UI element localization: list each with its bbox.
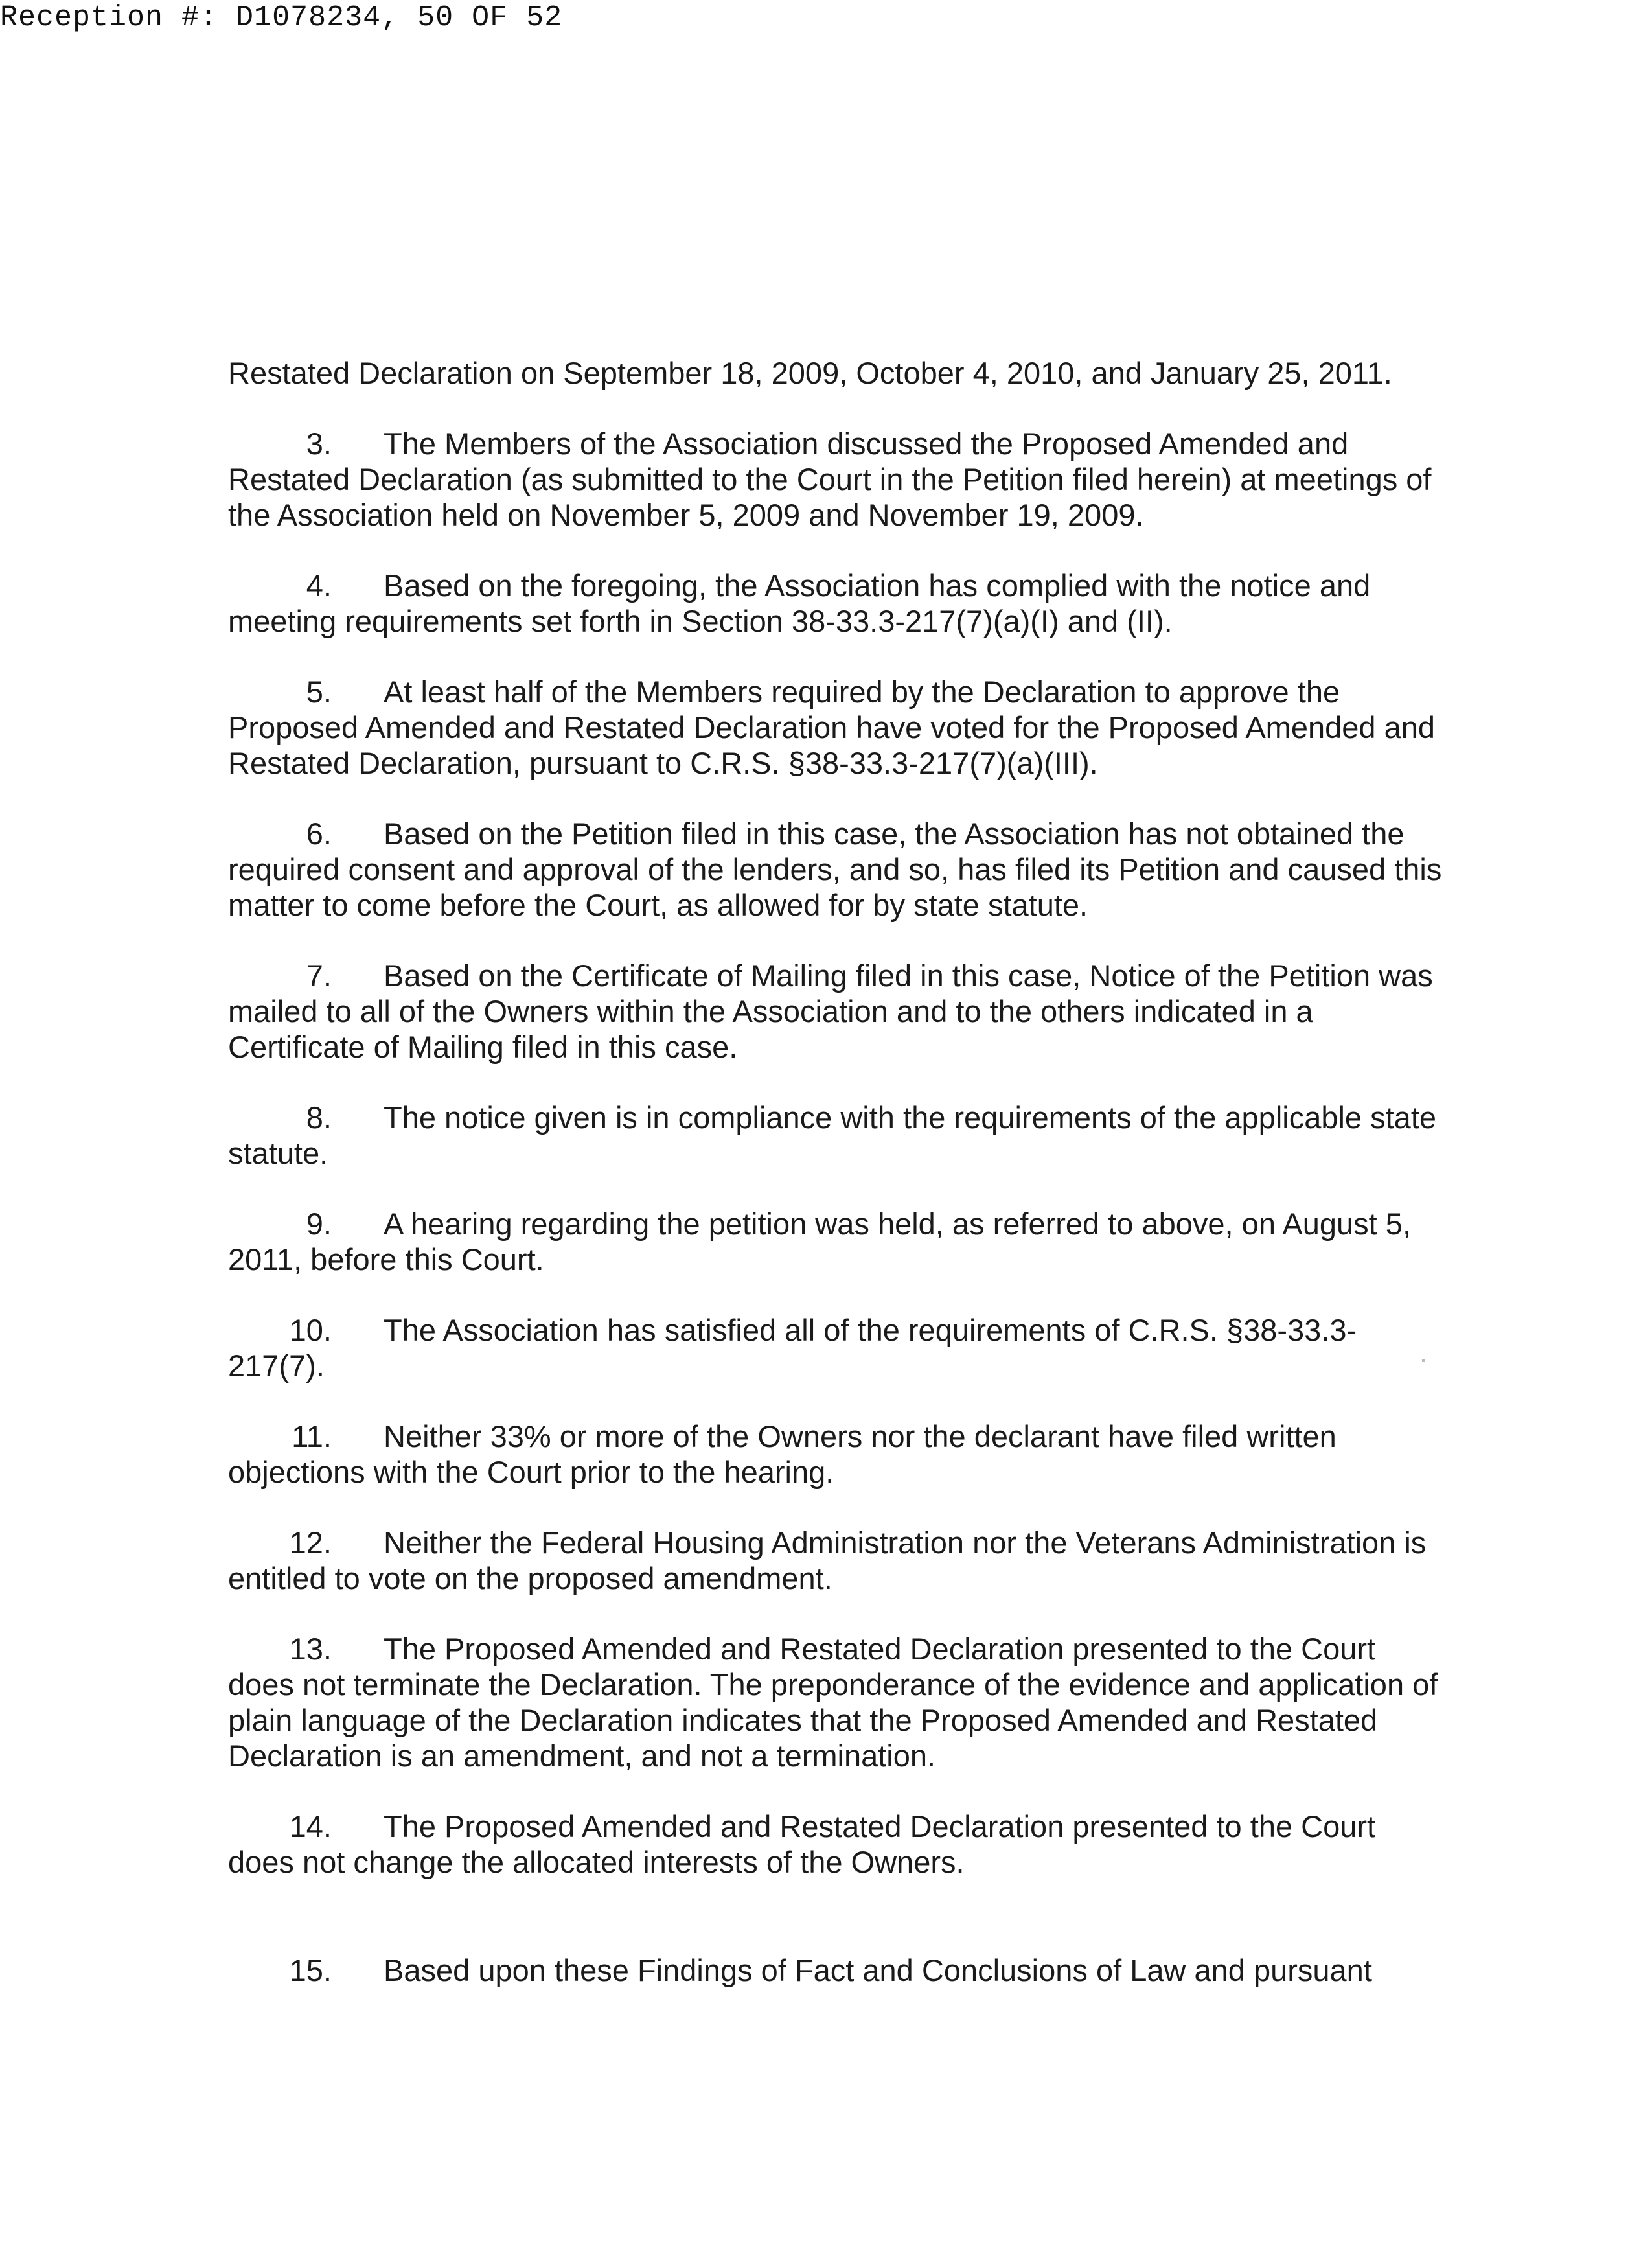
paragraph-text: The notice given is in compliance with the requirements of the applicable state statute.: [228, 1100, 1437, 1170]
paragraph-text: Neither the Federal Housing Administration nor the Veterans Administration is entitled to vote on the proposed amendment.: [228, 1525, 1427, 1595]
reception-number-header: Reception #: D1078234, 50 OF 52: [0, 1, 563, 34]
paragraph-9: [228, 1206, 1446, 1277]
paragraph-15: [228, 1952, 1446, 1988]
paragraph-6: [228, 816, 1446, 923]
paragraph-text: Based on the Petition filed in this case, the Association has not obtained the required consent and approval of the lenders, and so, has filed its Petition and caused this matter to come before the Court, as allowed for by state statute.: [228, 816, 1442, 922]
paragraph-text: The Association has satisfied all of the requirements of C.R.S. §38-33.3-217(7).: [228, 1313, 1357, 1383]
paragraph-4: [228, 568, 1446, 639]
paragraph-text: Based on the Certificate of Mailing filed in this case, Notice of the Petition was mailed to all of the Owners within the Association and to the others indicated in a Certificate of Mailing filed in this case.: [228, 958, 1433, 1064]
paragraph-number: 4.: [306, 568, 332, 603]
paragraph-number: 14.: [289, 1809, 332, 1844]
paragraph-number: 13.: [289, 1632, 332, 1666]
paragraph-13: [228, 1631, 1446, 1774]
paragraph-5: [228, 674, 1446, 781]
paragraph-7: [228, 958, 1446, 1065]
paragraph-10: [228, 1312, 1446, 1383]
paragraph-continuation: [228, 355, 1446, 391]
scan-speck: [1422, 1359, 1425, 1362]
paragraph-text: Based upon these Findings of Fact and Conclusions of Law and pursuant: [384, 1953, 1372, 1987]
paragraph-text: Restated Declaration on September 18, 2009, October 4, 2010, and January 25, 2011.: [228, 356, 1392, 390]
paragraph-text: The Proposed Amended and Restated Declaration presented to the Court does not terminate the Declaration. The preponderance of the evidence and application of plain language of the Declaration indicates that the Proposed Amended and Restated Declaration is an amendment, and not a termination.: [228, 1632, 1438, 1773]
paragraph-number: 7.: [306, 958, 332, 993]
paragraph-12: [228, 1525, 1446, 1596]
paragraph-text: A hearing regarding the petition was held, as referred to above, on August 5, 2011, before this Court.: [228, 1207, 1411, 1277]
paragraph-3: [228, 426, 1446, 533]
paragraph-number: 9.: [306, 1207, 332, 1241]
paragraph-number: 12.: [289, 1525, 332, 1560]
paragraph-number: 6.: [306, 816, 332, 851]
paragraph-8: [228, 1100, 1446, 1171]
paragraph-number: 15.: [289, 1953, 332, 1987]
paragraph-14: [228, 1809, 1446, 1880]
paragraph-text: At least half of the Members required by the Declaration to approve the Proposed Amended and Restated Declaration have voted for the Proposed Amended and Restated Declaration, pursuant to C.R.S. §38-33.3-217(7)(a)(III).: [228, 675, 1435, 780]
paragraph-text: The Members of the Association discussed the Proposed Amended and Restated Declaration (as submitted to the Court in the Petition filed herein) at meetings of the Association held on November 5, 2009 and November 19, 2009.: [228, 426, 1432, 532]
paragraph-text: Neither 33% or more of the Owners nor the declarant have filed written objections with the Court prior to the hearing.: [228, 1419, 1337, 1489]
paragraph-text: Based on the foregoing, the Association has complied with the notice and meeting requirements set forth in Section 38-33.3-217(7)(a)(I) and (II).: [228, 568, 1371, 638]
paragraph-text: The Proposed Amended and Restated Declaration presented to the Court does not change the allocated interests of the Owners.: [228, 1809, 1376, 1879]
paragraph-number: 11.: [292, 1419, 332, 1453]
paragraph-number: 10.: [289, 1313, 332, 1347]
paragraph-number: 5.: [306, 675, 332, 709]
paragraph-number: 8.: [306, 1100, 332, 1135]
paragraph-number: 3.: [306, 426, 332, 461]
document-body: [228, 355, 1446, 1988]
paragraph-11: [228, 1418, 1446, 1490]
